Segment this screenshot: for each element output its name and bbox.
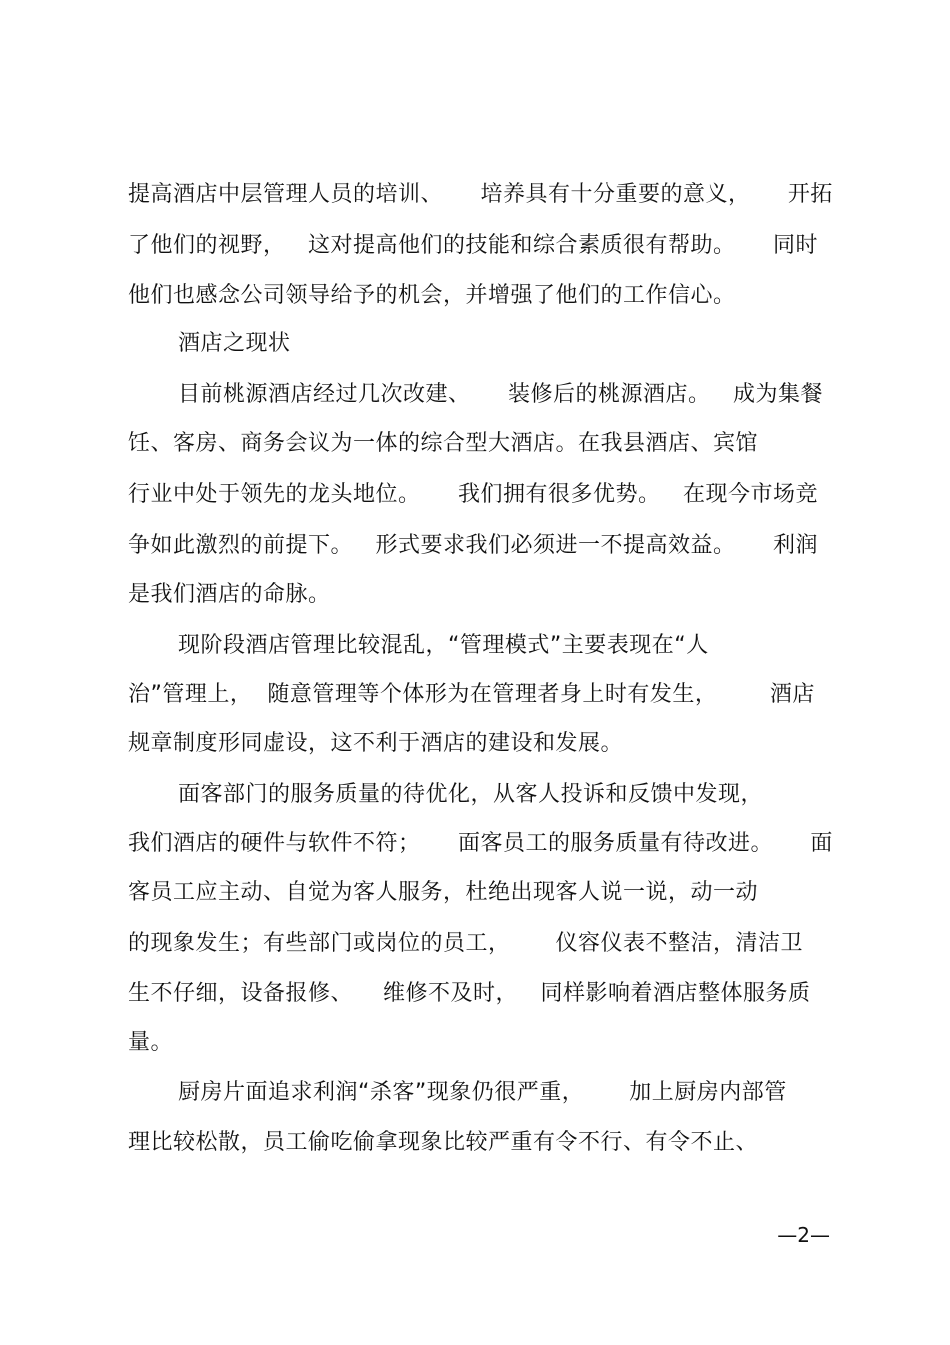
text-line: 目前桃源酒店经过几次改建、 装修后的桃源酒店。 成为集餐 <box>178 382 823 407</box>
text-line: 了他们的视野， 这对提高他们的技能和综合素质很有帮助。 同时 <box>128 233 818 258</box>
page-number: —2— <box>777 1223 830 1247</box>
text-line: 客员工应主动、自觉为客人服务，杜绝出现客人说一说，动一动 <box>128 880 759 905</box>
text-line: 治”管理上， 随意管理等个体形为在管理者身上时有发生， 酒店 <box>128 682 815 707</box>
text-line: 行业中处于领先的龙头地位。 我们拥有很多优势。 在现今市场竞 <box>128 482 818 507</box>
text-line: 我们酒店的硬件与软件不符； 面客员工的服务质量有待改进。 面 <box>128 831 833 856</box>
text-line: 争如此激烈的前提下。 形式要求我们必须进一不提高效益。 利润 <box>128 533 818 558</box>
text-line: 生不仔细，设备报修、 维修不及时， 同样影响着酒店整体服务质 <box>128 981 811 1006</box>
text-line: 他们也感念公司领导给予的机会，并增强了他们的工作信心。 <box>128 283 736 308</box>
section-heading: 酒店之现状 <box>178 331 291 356</box>
text-line: 饪、客房、商务会议为一体的综合型大酒店。在我县酒店、宾馆 <box>128 431 759 456</box>
text-line: 量。 <box>128 1030 174 1055</box>
text-line: 是我们酒店的命脉。 <box>128 582 331 607</box>
text-line: 的现象发生；有些部门或岗位的员工， 仪容仪表不整洁，清洁卫 <box>128 931 803 956</box>
text-line: 规章制度形同虚设，这不利于酒店的建设和发展。 <box>128 731 624 756</box>
text-line: 厨房片面追求利润“杀客”现象仍很严重， 加上厨房内部管 <box>178 1080 787 1105</box>
text-line: 理比较松散，员工偷吃偷拿现象比较严重有令不行、有令不止、 <box>128 1130 759 1155</box>
text-line: 提高酒店中层管理人员的培训、 培养具有十分重要的意义， 开拓 <box>128 182 833 207</box>
text-line: 面客部门的服务质量的待优化，从客人投诉和反馈中发现， <box>178 782 764 807</box>
text-line: 现阶段酒店管理比较混乱，“管理模式”主要表现在“人 <box>178 633 709 658</box>
